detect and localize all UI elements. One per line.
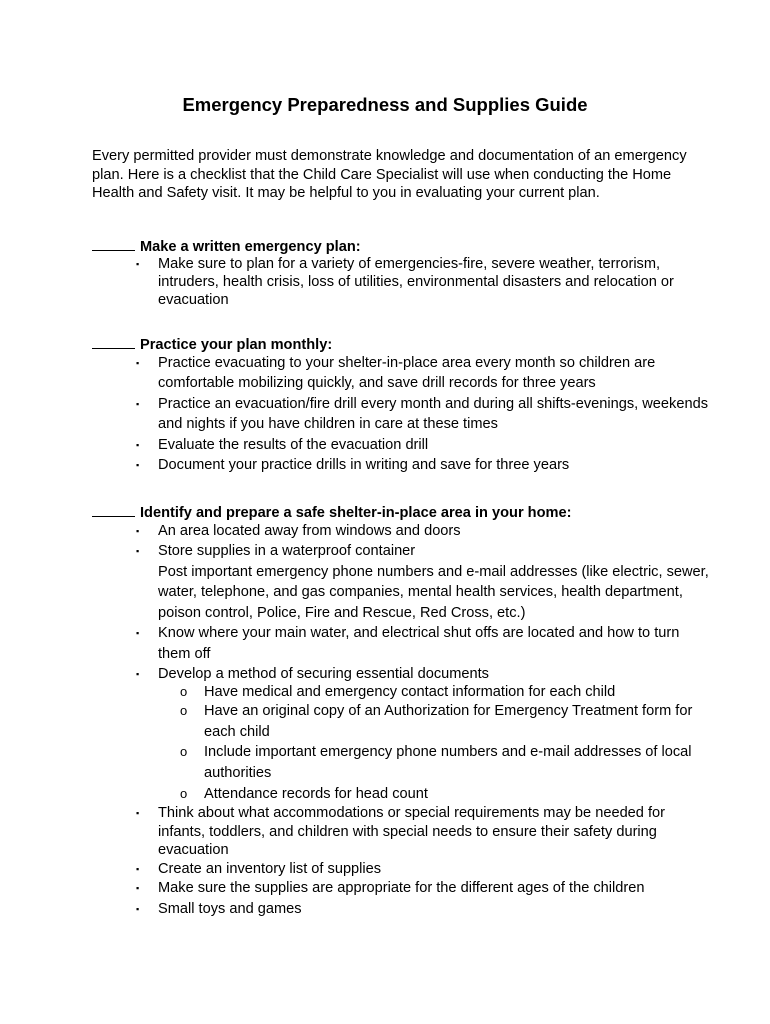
list-item-text: Document your practice drills in writing and save for three years: [158, 457, 570, 474]
section-heading: [92, 334, 712, 353]
circle-bullet-icon: o: [180, 683, 188, 699]
checkbox-blank-line[interactable]: [92, 502, 135, 517]
bullet-icon: ▪: [136, 904, 140, 914]
section-heading-text: Make a written emergency plan:: [140, 239, 361, 255]
list-item: [92, 541, 712, 562]
list-item-text: An area located away from windows and doors: [158, 522, 461, 539]
section-written-plan: [92, 236, 712, 309]
bullet-icon: ▪: [136, 357, 140, 368]
section-shelter-in-place: [92, 502, 712, 920]
list-item: [92, 435, 712, 456]
circle-bullet-icon: o: [180, 703, 188, 719]
section-heading: [92, 236, 712, 255]
circle-bullet-icon: o: [180, 785, 188, 801]
list-item-text: Post important emergency phone numbers and e-mail addresses (like electric, sewer, water, telephone, and gas companies, mental health services, health department, poison control, Police, Fire and Rescue, Red Cross, etc.): [158, 563, 709, 621]
bullet-icon: ▪: [136, 439, 140, 450]
list-item-text: Practice evacuating to your shelter-in-place area every month so children are comfortable mobilizing quickly, and save drill records for three years: [158, 354, 656, 392]
sub-list-item: [158, 742, 712, 783]
list-item: [92, 878, 712, 899]
list-item: [92, 562, 712, 624]
page-title: Emergency Preparedness and Supplies Guide: [182, 94, 588, 115]
bullet-icon: ▪: [136, 883, 140, 894]
section-practice-monthly: [92, 334, 712, 476]
bullet-icon: ▪: [136, 864, 140, 875]
list-item: [92, 353, 712, 394]
list-item: [92, 665, 712, 805]
bullet-list: [92, 255, 712, 310]
bullet-icon: ▪: [136, 628, 140, 639]
list-item: [92, 521, 712, 542]
checkbox-blank-line[interactable]: [92, 334, 135, 349]
list-item-text: Know where your main water, and electrical shut offs are located and how to turn them off: [158, 625, 680, 663]
list-item-text: Practice an evacuation/fire drill every month and during all shifts-evenings, weekends and nights if you have children in care at these times: [158, 395, 708, 433]
bullet-icon: ▪: [136, 258, 140, 269]
bullet-icon: ▪: [136, 668, 140, 679]
bullet-icon: ▪: [136, 808, 140, 819]
bullet-icon: ▪: [136, 525, 140, 536]
list-item-text: Small toys and games: [158, 901, 302, 917]
list-item-text: Store supplies in a waterproof container: [158, 543, 416, 560]
list-item-text: Make sure the supplies are appropriate for the different ages of the children: [158, 880, 645, 897]
list-item: [92, 804, 712, 859]
list-item-text: Evaluate the results of the evacuation drill: [158, 436, 429, 453]
checkbox-blank-line[interactable]: [92, 236, 135, 251]
sub-bullet-list: [158, 683, 712, 804]
bullet-list: [92, 521, 712, 920]
list-item-text: Develop a method of securing essential documents: [158, 665, 489, 682]
section-heading-text: Identify and prepare a safe shelter-in-place area in your home:: [140, 505, 572, 521]
list-item: [92, 860, 712, 878]
sub-list-item-text: Attendance records for head count: [204, 785, 428, 802]
list-item: [92, 455, 712, 476]
list-item: [92, 899, 712, 920]
sub-list-item-text: Have an original copy of an Authorization for Emergency Treatment form for each child: [204, 703, 693, 740]
intro-paragraph: Every permitted provider must demonstrate knowledge and documentation of an emergency plan. Here is a checklist that the Child Care Specialist will use when conducting the Home Health and Safety visit. It may be helpful to you in evaluating your current plan.: [92, 148, 687, 202]
list-item-text: Make sure to plan for a variety of emergencies-fire, severe weather, terrorism, intruders, health crisis, loss of utilities, environmental disasters and relocation or evacuation: [158, 255, 674, 309]
bullet-list: [92, 353, 712, 477]
list-item: [92, 394, 712, 435]
bullet-icon: ▪: [136, 546, 140, 557]
sub-list-item: [158, 784, 712, 805]
list-item-text: Think about what accommodations or special requirements may be needed for infants, toddlers, and children with special needs to ensure their safety during evacuation: [158, 805, 665, 858]
sub-list-item: [158, 683, 712, 701]
list-item-text: Create an inventory list of supplies: [158, 861, 382, 878]
bullet-icon: ▪: [136, 460, 140, 471]
circle-bullet-icon: o: [180, 744, 188, 760]
sub-list-item: [158, 701, 712, 742]
bullet-icon: ▪: [136, 398, 140, 409]
section-heading: [92, 502, 712, 521]
section-heading-text: Practice your plan monthly:: [140, 337, 333, 353]
list-item: [92, 623, 712, 664]
sub-list-item-text: Include important emergency phone numbers and e-mail addresses of local authorities: [204, 744, 692, 782]
list-item: [92, 255, 712, 310]
sub-list-item-text: Have medical and emergency contact information for each child: [204, 683, 616, 700]
